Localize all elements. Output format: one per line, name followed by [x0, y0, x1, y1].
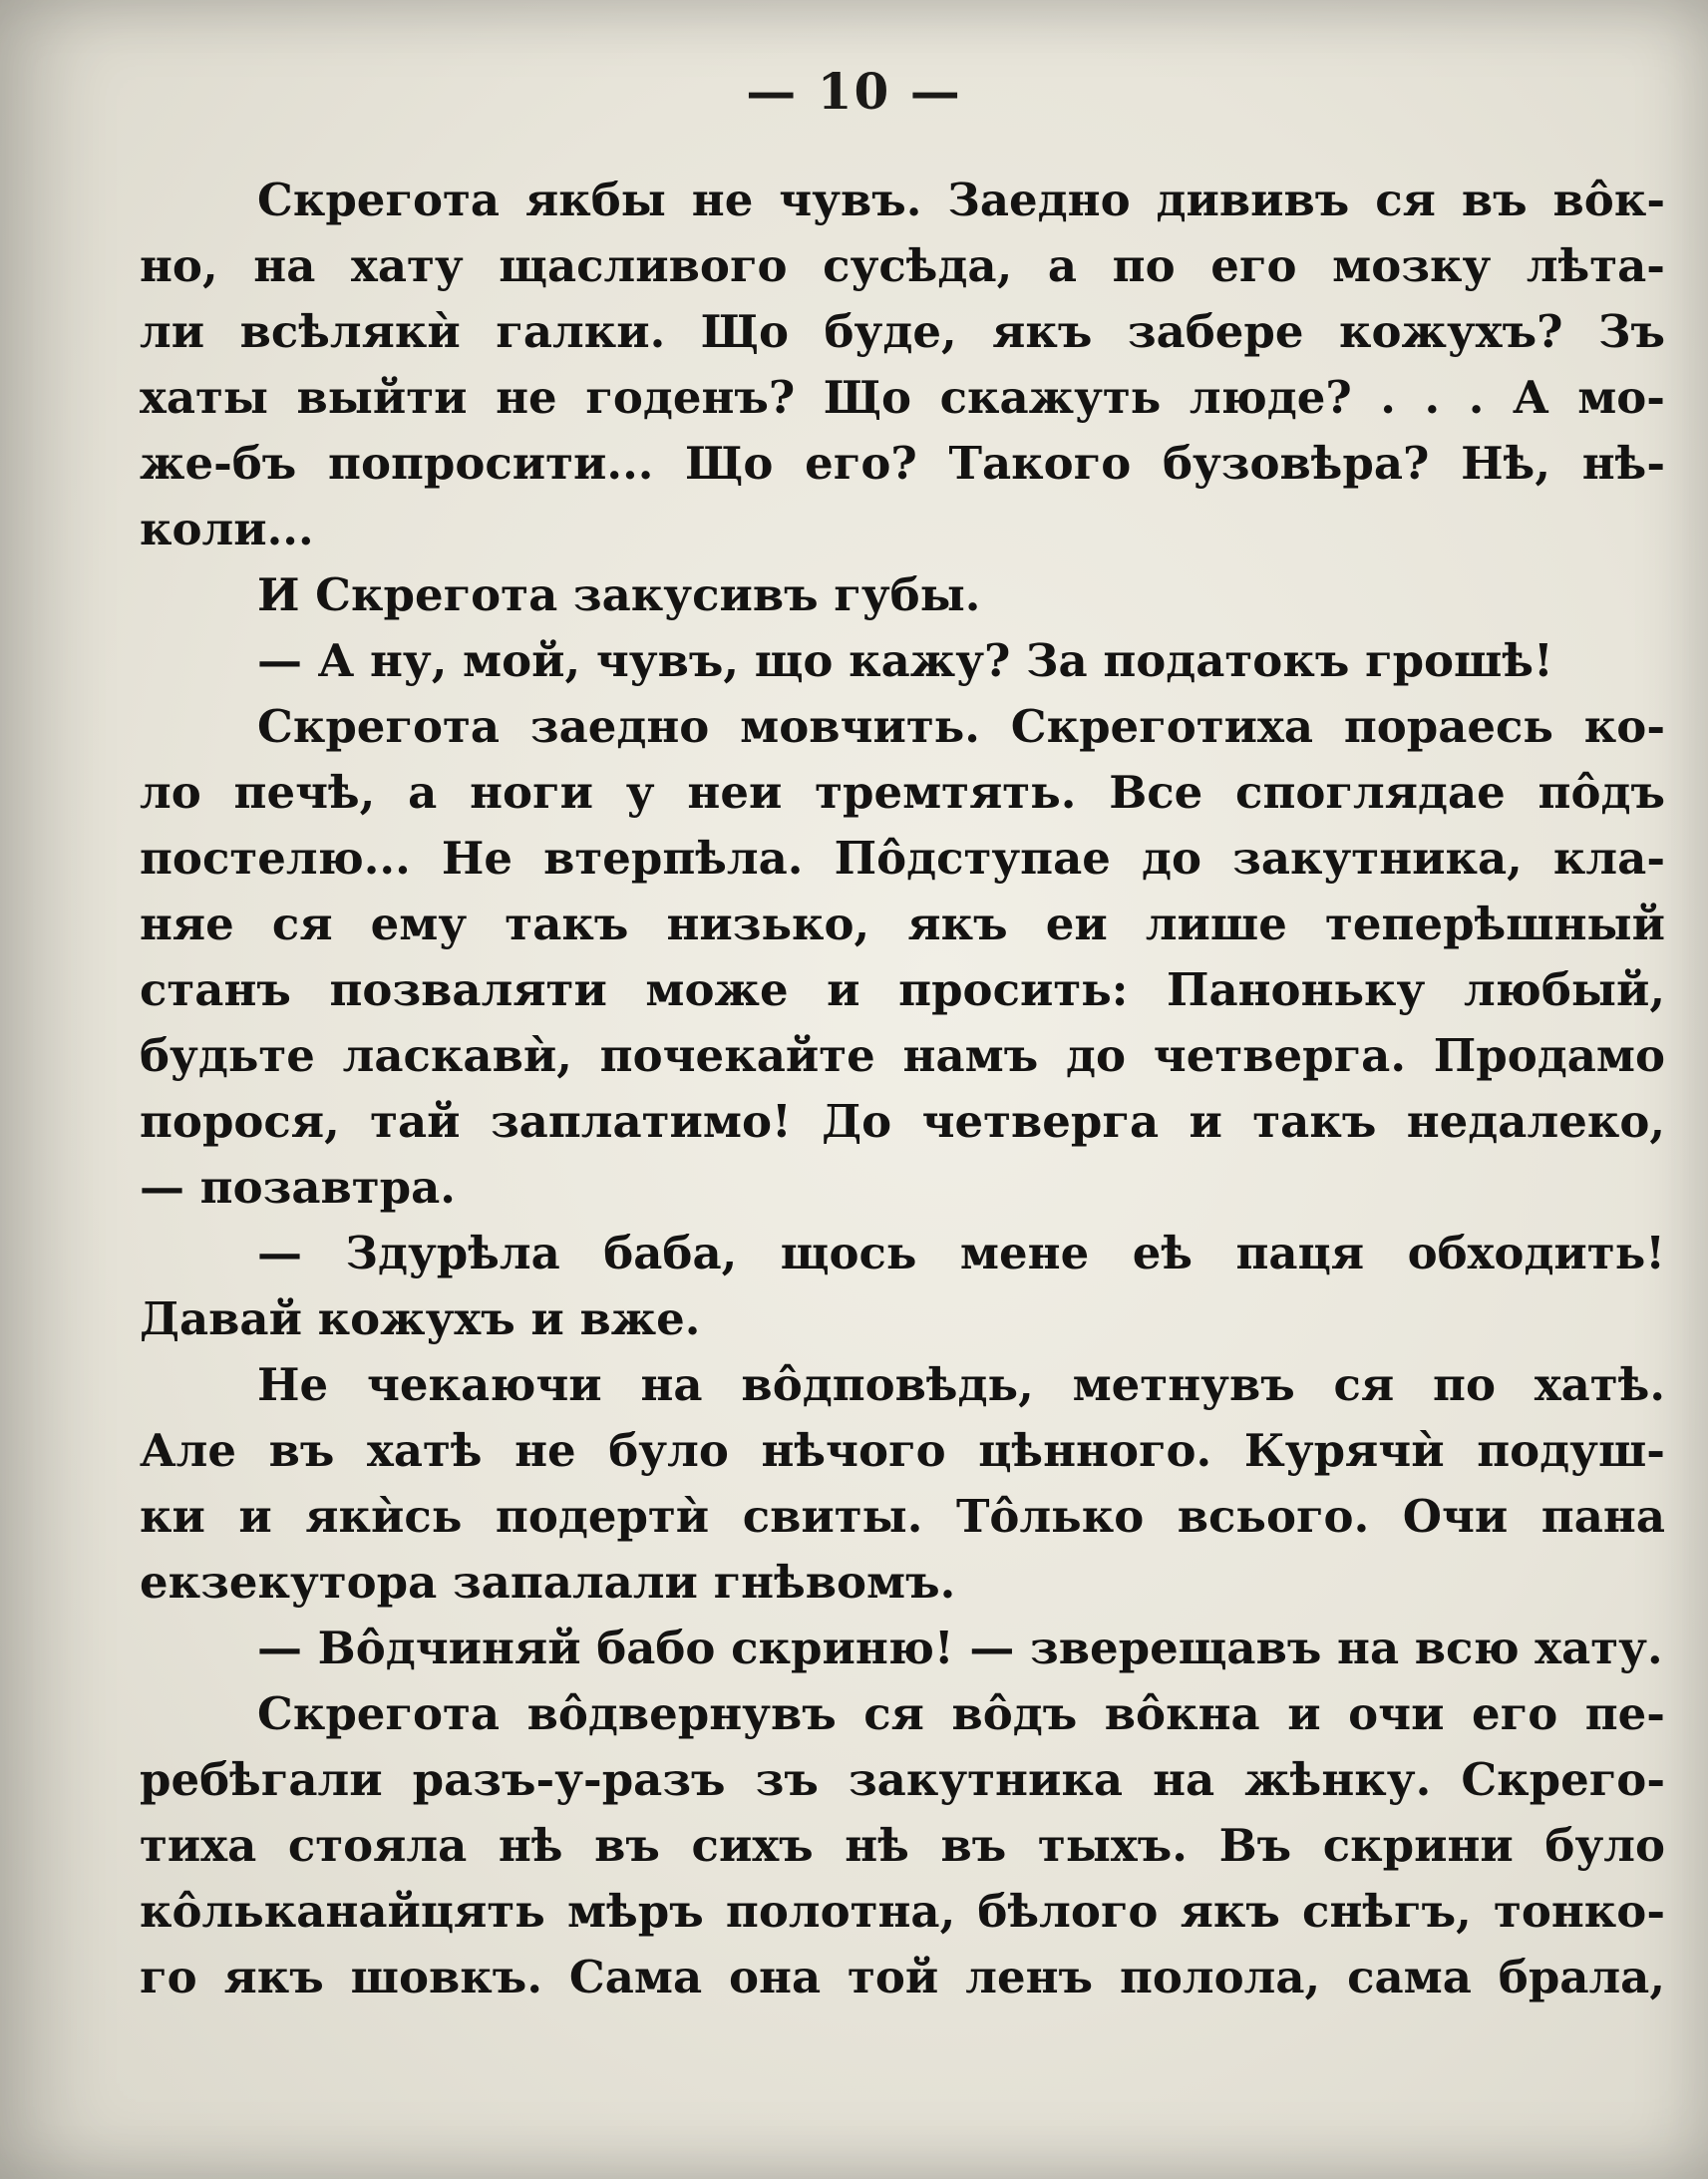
text-line: ли всѣлякѝ галки. Що буде, якъ забере кожухъ? Зъ [140, 305, 1665, 358]
text-line: ребѣгали разъ-у-разъ зъ закутника на жѣнку. Скрего- [140, 1753, 1665, 1806]
text-line: ло печѣ, а ноги у неи тремтять. Все споглядае пôдъ [140, 766, 1665, 819]
text-line: постелю... Не втерпѣла. Пôдступае до закутника, кла- [140, 832, 1665, 885]
text-line: И Скрегота закусивъ губы. [257, 568, 981, 621]
text-line: станъ позваляти може и просить: Паноньку любый, [140, 963, 1665, 1016]
text-line: порося, тай заплатимо! До четверга и такъ недалеко, [140, 1095, 1665, 1148]
text-line: хаты выйти не годенъ? Що скажуть люде? . . . А мо- [140, 371, 1665, 424]
text-line: коли... [140, 503, 314, 555]
text-line: Скрегота якбы не чувъ. Заедно дививъ ся въ вôк- [257, 174, 1665, 226]
text-line: няе ся ему такъ низько, якъ еи лише теперѣшный [140, 898, 1665, 950]
text-line: но, на хату щасливого сусѣда, а по его мозку лѣта- [140, 239, 1665, 292]
text-line: го якъ шовкъ. Сама она той ленъ полола, сама брала, [140, 1951, 1665, 2003]
dialogue-line: — Здурѣла баба, щось мене еѣ паця обходить! [257, 1227, 1665, 1279]
text-line: Не чекаючи на вôдповѣдь, метнувъ ся по хатѣ. [257, 1358, 1665, 1411]
text-line: Давай кожухъ и вже. [140, 1292, 701, 1345]
dialogue-line: — А ну, мой, чувъ, що кажу? За податокъ грошѣ! [257, 634, 1553, 687]
page-number: — 10 — [746, 62, 962, 121]
text-line: екзекутора запалали гнѣвомъ. [140, 1556, 956, 1609]
text-line: Скрегота заедно мовчить. Скреготиха пораесь ко- [257, 700, 1665, 753]
dialogue-line: — Вôдчиняй бабо скриню! — зверещавъ на всю хату. [257, 1622, 1663, 1674]
text-line: Але въ хатѣ не було нѣчого цѣнного. Курячѝ подуш- [140, 1424, 1665, 1477]
text-line: кôльканайцять мѣръ полотна, бѣлого якъ снѣгъ, тонко- [140, 1885, 1665, 1938]
text-line: будьте ласкавѝ, почекайте намъ до четверга. Продамо [140, 1029, 1665, 1082]
text-line: — позавтра. [140, 1161, 456, 1214]
text-line: тиха стояла нѣ въ сихъ нѣ въ тыхъ. Въ скрини було [140, 1819, 1665, 1872]
text-line: Скрегота вôдвернувъ ся вôдъ вôкна и очи его пе- [257, 1687, 1665, 1740]
text-line: же-бъ попросити... Що его? Такого бузовѣра? Нѣ, нѣ- [140, 437, 1665, 490]
text-line: ки и якѝсь подертѝ свиты. Тôлько всього. Очи пана [140, 1490, 1665, 1543]
body-text [140, 168, 1665, 2010]
